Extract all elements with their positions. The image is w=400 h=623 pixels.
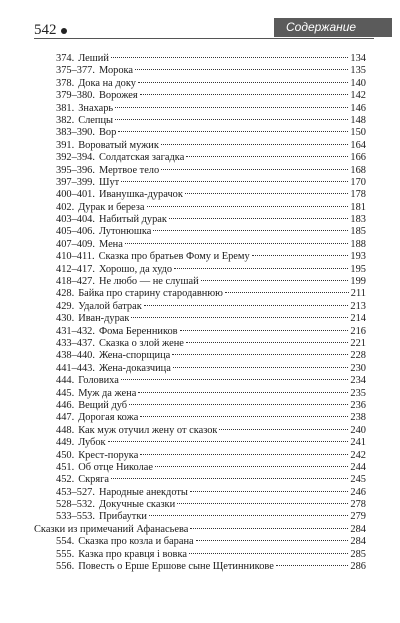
toc-entry-title: Жена-спорщица	[98, 350, 171, 362]
page-number: 542	[34, 22, 57, 38]
toc-entry-title: Сказка про козла и барана	[78, 536, 194, 548]
toc-entry-number: 556.	[56, 561, 75, 573]
toc-entry-title: Прибаутки	[98, 511, 147, 523]
bullet-dot-icon	[61, 28, 67, 34]
toc-entry	[0, 536, 400, 548]
toc-entry-title: Скряга	[78, 474, 110, 486]
toc-entry-number: 392–394.	[56, 152, 95, 164]
toc-entry-line	[56, 425, 366, 437]
toc-entry-line	[56, 561, 366, 573]
toc-entry-page: 213	[350, 300, 366, 312]
toc-entry-line	[56, 462, 366, 474]
dot-leader	[147, 206, 349, 207]
dot-leader	[190, 491, 348, 492]
toc-entry-number: 446.	[56, 399, 75, 411]
dot-leader	[115, 119, 348, 120]
toc-entry	[0, 511, 400, 523]
toc-entry-title: Иван-дурак	[78, 313, 130, 325]
dot-leader	[121, 379, 349, 380]
toc-entry-page: 279	[350, 511, 366, 523]
toc-entry-line	[56, 239, 366, 251]
toc-entry-line	[56, 288, 366, 300]
toc-entry-number: 447.	[56, 412, 75, 424]
toc-entry-number: 533–553.	[56, 511, 95, 523]
toc-entry-page: 241	[350, 437, 366, 449]
toc-entry-line	[56, 400, 366, 412]
toc-entry	[0, 524, 400, 536]
toc-entry	[0, 214, 400, 226]
toc-entry-line	[56, 53, 366, 65]
toc-entry-number: 450.	[56, 449, 75, 461]
toc-entry-line	[56, 140, 366, 152]
toc-entry-page: 166	[350, 152, 366, 164]
toc-entry	[0, 499, 400, 511]
dot-leader	[161, 169, 348, 170]
toc-entry-number: 374.	[56, 53, 75, 64]
toc-entry-title: Дурак и береза	[78, 201, 145, 213]
toc-entry-number: 554.	[56, 536, 75, 548]
dot-leader	[111, 57, 349, 58]
toc-entry-page: 134	[350, 53, 366, 64]
toc-entry-title: Ворожея	[98, 90, 138, 102]
dot-leader	[161, 144, 348, 145]
toc-entry-page: 146	[350, 102, 366, 114]
dot-leader	[115, 107, 348, 108]
toc-entry	[0, 350, 400, 362]
dot-leader	[129, 404, 348, 405]
dot-leader	[172, 354, 348, 355]
toc-entry-title: Головиха	[78, 375, 119, 387]
toc-entry-number: 397–399.	[56, 176, 95, 188]
toc-entry-line	[56, 511, 366, 523]
toc-entry	[0, 226, 400, 238]
toc-entry-line	[56, 363, 366, 375]
dot-leader	[276, 565, 349, 566]
toc-entry-title: Удалой батрак	[78, 300, 142, 312]
toc-entry-title: Фома Беренников	[98, 325, 178, 337]
toc-entry-page: 245	[350, 474, 366, 486]
toc-entry-line	[56, 388, 366, 400]
toc-entry	[0, 388, 400, 400]
dot-leader	[149, 515, 348, 516]
toc-entry-page: 181	[350, 201, 366, 213]
dot-leader	[121, 181, 348, 182]
toc-entry-page: 284	[350, 523, 366, 535]
toc-entry-page: 170	[350, 176, 366, 188]
toc-entry-number: 444.	[56, 375, 75, 387]
dot-leader	[153, 230, 348, 231]
toc-entry-line	[56, 487, 366, 499]
toc-entry-number: 428.	[56, 288, 75, 300]
dot-leader	[189, 553, 348, 554]
toc-entry	[0, 437, 400, 449]
toc-entry-number: 451.	[56, 461, 75, 473]
toc-entry	[0, 425, 400, 437]
toc-entry-page: 188	[350, 238, 366, 250]
toc-entry-line	[56, 474, 366, 486]
toc-entry-title: Не любо — не слушай	[98, 276, 199, 288]
toc-entry-page: 148	[350, 114, 366, 126]
toc-entry-title: Как муж отучил жену от сказок	[78, 424, 218, 436]
dot-leader	[225, 292, 349, 293]
toc-entry-title: Повесть о Ерше Ершове сыне Щетинникове	[78, 561, 274, 573]
dot-leader	[108, 441, 349, 442]
toc-entry	[0, 301, 400, 313]
toc-entry-page: 228	[350, 350, 366, 362]
toc-entry-title: Слепцы	[78, 114, 114, 126]
toc-entry-title: Морока	[98, 65, 134, 77]
dot-leader	[140, 454, 348, 455]
toc-entry-number: 452.	[56, 474, 75, 486]
toc-entry-page: 278	[350, 499, 366, 511]
toc-entry-number: 433–437.	[56, 337, 95, 349]
dot-leader	[118, 131, 348, 132]
toc-entry-number: 407–409.	[56, 238, 95, 250]
dot-leader	[138, 82, 348, 83]
toc-entry	[0, 189, 400, 201]
toc-entry-title: Мена	[98, 238, 123, 250]
toc-entry-title: Лутонюшка	[98, 226, 152, 238]
toc-entry-line	[56, 276, 366, 288]
toc-entry-number: 382.	[56, 114, 75, 126]
dot-leader	[173, 367, 349, 368]
toc-entry	[0, 288, 400, 300]
toc-entry-page: 211	[350, 288, 366, 300]
toc-entry-page: 216	[350, 325, 366, 337]
toc-entry	[0, 412, 400, 424]
dot-leader	[196, 540, 349, 541]
toc-entry-line	[56, 226, 366, 238]
toc-entry	[0, 140, 400, 152]
toc-entry-page: 168	[350, 164, 366, 176]
toc-entry-line	[56, 78, 366, 90]
toc-entry-title: Леший	[78, 53, 109, 64]
toc-entry-title: Казка про кравця і вовка	[78, 548, 187, 560]
dot-leader	[180, 330, 349, 331]
toc-entry-line	[56, 437, 366, 449]
dot-leader	[185, 193, 348, 194]
toc-entry-title: Знахарь	[78, 102, 114, 114]
toc-entry	[0, 251, 400, 263]
toc-entry	[0, 462, 400, 474]
toc-entry	[0, 474, 400, 486]
toc-entry-page: 242	[350, 449, 366, 461]
toc-entry-number: 378.	[56, 77, 75, 89]
toc-entry-line	[56, 536, 366, 548]
toc-entry	[0, 65, 400, 77]
toc-entry-number: 448.	[56, 424, 75, 436]
dot-leader	[111, 478, 348, 479]
toc-entry-number: 418–427.	[56, 276, 95, 288]
toc-entry-line	[56, 412, 366, 424]
toc-entry-title: Хорошо, да худо	[98, 263, 173, 275]
toc-entry-page: 140	[350, 77, 366, 89]
toc-entry	[0, 90, 400, 102]
dot-leader	[252, 255, 349, 256]
toc-entry-line	[56, 338, 366, 350]
dot-leader	[155, 466, 348, 467]
dot-leader	[140, 416, 348, 417]
toc-entry-line	[56, 65, 366, 77]
toc-entry	[0, 115, 400, 127]
toc-entry-number: 453–527.	[56, 486, 95, 498]
toc-entry-page: 246	[350, 486, 366, 498]
toc-entry-line	[56, 313, 366, 325]
toc-entry	[0, 313, 400, 325]
toc-entry-title: Вещий дуб	[78, 399, 128, 411]
toc-entry	[0, 127, 400, 139]
toc-entry-line	[56, 90, 366, 102]
dot-leader	[219, 429, 348, 430]
toc-entry-line	[56, 115, 366, 127]
toc-entry-number: 430.	[56, 313, 75, 325]
toc-entry-page: 199	[350, 276, 366, 288]
toc-entry-line	[56, 103, 366, 115]
toc-entry-line	[56, 301, 366, 313]
toc-entry	[0, 103, 400, 115]
dot-leader	[190, 528, 348, 529]
toc-entry-page: 185	[350, 226, 366, 238]
toc-entry-page: 193	[350, 251, 366, 263]
dot-leader	[186, 342, 349, 343]
toc-entry-page: 214	[350, 313, 366, 325]
toc-entry-title: Народные анекдоты	[98, 486, 188, 498]
toc-entry-page: 142	[350, 90, 366, 102]
toc-entry	[0, 53, 400, 65]
toc-entry-page: 195	[350, 263, 366, 275]
toc-entry-number: 381.	[56, 102, 75, 114]
toc-entry-title: Байка про старину стародавнюю	[78, 288, 223, 300]
toc-entry-line	[56, 375, 366, 387]
toc-entry-line	[56, 264, 366, 276]
toc-entry-title: Сказка про братьев Фому и Ерему	[98, 251, 250, 263]
toc-entry-page: 183	[350, 214, 366, 226]
toc-entry-line	[56, 499, 366, 511]
dot-leader	[131, 317, 348, 318]
toc-entry-number: 391.	[56, 139, 75, 151]
toc-entry-number: 383–390.	[56, 127, 95, 139]
dot-leader	[201, 280, 349, 281]
toc-entry-number: 379–380.	[56, 90, 95, 102]
toc-entry	[0, 264, 400, 276]
toc-entry-number: 438–440.	[56, 350, 95, 362]
toc-entry-title: Мертвое тело	[98, 164, 160, 176]
toc-entry	[0, 239, 400, 251]
toc-entry-line	[56, 549, 366, 561]
toc-entry-title: Солдатская загадка	[98, 152, 185, 164]
toc-entry-number: 429.	[56, 300, 75, 312]
toc-entry-page: 235	[350, 387, 366, 399]
toc-entry-line	[56, 251, 366, 263]
toc-entry-number: 528–532.	[56, 499, 95, 511]
toc-entry-page: 234	[350, 375, 366, 387]
toc-entry-page: 238	[350, 412, 366, 424]
toc-entry	[0, 487, 400, 499]
toc-entry-page: 178	[350, 189, 366, 201]
toc-entry-title: Иванушка-дурачок	[98, 189, 183, 201]
toc-entry-line	[56, 326, 366, 338]
toc-entry-line	[56, 177, 366, 189]
toc-entry-number: 431–432.	[56, 325, 95, 337]
toc-entry-number: 403–404.	[56, 214, 95, 226]
toc-entry-number: 555.	[56, 548, 75, 560]
toc-entry	[0, 276, 400, 288]
dot-leader	[169, 218, 348, 219]
toc-entry-line	[56, 189, 366, 201]
toc-entry-page: 150	[350, 127, 366, 139]
dot-leader	[177, 503, 348, 504]
toc-entry-title: Муж да жена	[78, 387, 137, 399]
toc-entry-number: 395–396.	[56, 164, 95, 176]
toc-entry-title: Дорогая кожа	[78, 412, 139, 424]
dot-leader	[186, 156, 348, 157]
toc-entry-number: 441–443.	[56, 362, 95, 374]
toc-entry-number: 449.	[56, 437, 75, 449]
toc-entry-line	[56, 127, 366, 139]
toc-entry-page: 135	[350, 65, 366, 77]
toc-entry-title: Крест-порука	[78, 449, 139, 461]
toc-entry-line	[34, 524, 366, 536]
toc-entry	[0, 326, 400, 338]
toc-entry-title: Сказки из примечаний Афанасьева	[34, 523, 189, 535]
toc-entry-page: 221	[350, 337, 366, 349]
toc-entry-page: 244	[350, 461, 366, 473]
toc-entry-title: Набитый дурак	[98, 214, 167, 226]
toc-entry-page: 284	[350, 536, 366, 548]
toc-entry	[0, 338, 400, 350]
toc-entry-line	[56, 165, 366, 177]
toc-entry-title: Докучные сказки	[98, 499, 176, 511]
toc-entry-number: 412–417.	[56, 263, 95, 275]
toc-entry-page: 164	[350, 139, 366, 151]
toc-entry-line	[56, 202, 366, 214]
toc-entry-page: 230	[350, 362, 366, 374]
dot-leader	[138, 392, 348, 393]
toc-entry-title: Жена-доказчица	[98, 362, 171, 374]
page-header	[0, 22, 400, 44]
toc-entry	[0, 78, 400, 90]
toc-entry-page: 240	[350, 424, 366, 436]
toc-entry-line	[56, 350, 366, 362]
header-rule	[34, 38, 374, 39]
toc-entry-page: 236	[350, 399, 366, 411]
toc-entry-number: 405–406.	[56, 226, 95, 238]
toc-entry	[0, 363, 400, 375]
section-title: Содержание	[286, 20, 357, 34]
toc-entry-number: 375–377.	[56, 65, 95, 77]
toc-entry-title: Вор	[98, 127, 117, 139]
toc-entry-page: 285	[350, 548, 366, 560]
toc-entry	[0, 561, 400, 573]
toc-entry	[0, 375, 400, 387]
toc-entry-title: Шут	[98, 176, 120, 188]
toc-entry	[0, 450, 400, 462]
toc-entry-line	[56, 152, 366, 164]
dot-leader	[174, 268, 348, 269]
toc-entry-number: 445.	[56, 387, 75, 399]
toc-entry	[0, 549, 400, 561]
toc-entry	[0, 165, 400, 177]
toc-entry-title: Лубок	[78, 437, 106, 449]
toc-entry-page: 286	[350, 561, 366, 573]
dot-leader	[140, 94, 349, 95]
table-of-contents	[0, 53, 400, 573]
toc-entry-number: 402.	[56, 201, 75, 213]
dot-leader	[125, 243, 349, 244]
toc-entry-title: Об отце Николае	[78, 461, 153, 473]
dot-leader	[135, 69, 348, 70]
toc-entry-title: Сказка о злой жене	[98, 337, 184, 349]
toc-entry	[0, 177, 400, 189]
toc-entry-number: 400–401.	[56, 189, 95, 201]
toc-entry-line	[56, 450, 366, 462]
toc-entry-number: 410–411.	[56, 251, 95, 263]
toc-entry-line	[56, 214, 366, 226]
dot-leader	[144, 305, 349, 306]
toc-entry-title: Вороватый мужик	[78, 139, 159, 151]
toc-entry-title: Дока на доку	[78, 77, 136, 89]
toc-entry	[0, 400, 400, 412]
toc-entry	[0, 152, 400, 164]
toc-entry	[0, 202, 400, 214]
